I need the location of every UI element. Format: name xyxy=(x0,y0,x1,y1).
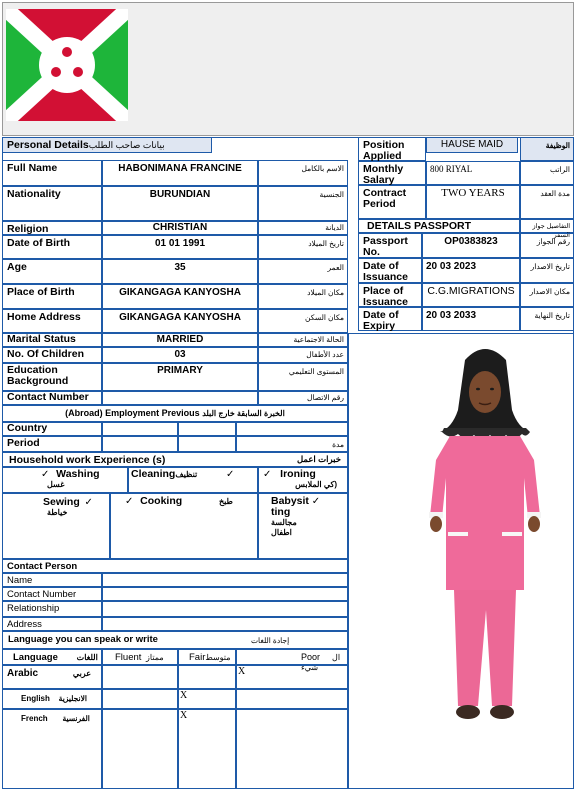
contact-number-label: Contact Number xyxy=(2,391,102,405)
contract-ar: مدة العقد xyxy=(520,185,574,219)
education-label: Education Background xyxy=(2,363,102,391)
contact-address-label: Address xyxy=(2,617,102,631)
salary-value: 800 RIYAL xyxy=(426,161,520,185)
cooking-cell: ✓ Cooking طبخ xyxy=(110,493,258,559)
home-address-value: GIKANGAGA KANYOSHA xyxy=(102,309,258,333)
home-address-ar: مكان السكن xyxy=(258,309,348,333)
passport-title: DETAILS PASSPORT xyxy=(358,219,520,233)
dob-ar: تاريخ الميلاد xyxy=(258,235,348,259)
contact-person-title: Contact Person xyxy=(2,559,348,573)
children-ar: عدد الأطفال xyxy=(258,347,348,363)
country-cell-3 xyxy=(236,422,348,436)
issue-date-ar: تاريخ الاصدار xyxy=(520,258,574,283)
age-ar: العمر xyxy=(258,259,348,284)
marital-status-value: MARRIED xyxy=(102,333,258,347)
age-value: 35 xyxy=(102,259,258,284)
contact-name-value xyxy=(102,573,348,587)
contact-phone-value xyxy=(102,587,348,601)
marital-status-ar: الحالة الاجتماعية xyxy=(258,333,348,347)
contact-relationship-value xyxy=(102,601,348,617)
children-label: No. Of Children xyxy=(2,347,102,363)
issue-place-label: Place of Issuance xyxy=(358,283,422,307)
period-ar: مدة xyxy=(236,436,348,452)
children-value: 03 xyxy=(102,347,258,363)
personal-details-title: Personal Detailsبيانات صاحب الطلب xyxy=(2,137,212,153)
period-label: Period xyxy=(2,436,102,452)
nationality-label: Nationality xyxy=(2,186,102,221)
passport-title-ar: التفاصيل جواز السفر xyxy=(520,219,574,233)
nationality-ar: الجنسية xyxy=(258,186,348,221)
country-cell-1 xyxy=(102,422,178,436)
passport-no-label: Passport No. xyxy=(358,233,422,258)
nationality-value: BURUNDIAN xyxy=(102,186,258,221)
country-cell-2 xyxy=(178,422,236,436)
full-name-label: Full Name xyxy=(2,160,102,186)
education-value: PRIMARY xyxy=(102,363,258,391)
contact-relationship-label: Relationship xyxy=(2,601,102,617)
cooking-check-icon: ✓ xyxy=(125,496,134,507)
period-cell-1 xyxy=(102,436,178,452)
expiry-date-label: Date of Expiry xyxy=(358,307,422,331)
religion-value: CHRISTIAN xyxy=(102,221,258,235)
lang-french-label: French الفرنسية xyxy=(2,709,102,789)
lang-arabic-fair xyxy=(178,665,236,689)
marital-status-label: Marital Status xyxy=(2,333,102,347)
issue-place-value: C.G.MIGRATIONS xyxy=(422,283,520,307)
salary-label: Monthly Salary xyxy=(358,161,426,185)
lang-arabic-fluent xyxy=(102,665,178,689)
lang-header-fluent: Fluent ممتاز xyxy=(102,649,178,665)
lang-english-label: English الانجليزية xyxy=(2,689,102,709)
position-ar: الوظيفة xyxy=(520,137,574,161)
dob-value: 01 01 1991 xyxy=(102,235,258,259)
full-name-ar: الاسم بالكامل xyxy=(258,160,348,186)
religion-label: Religion xyxy=(2,221,102,235)
lang-english-poor xyxy=(236,689,348,709)
salary-ar: الراتب xyxy=(520,161,574,185)
ironing-cell: ✓ Ironing كي الملابس) xyxy=(258,467,348,493)
washing-cell: ✓ Washing غسل xyxy=(2,467,128,493)
contact-address-value xyxy=(102,617,348,631)
lang-french-fluent xyxy=(102,709,178,789)
contract-value: TWO YEARS xyxy=(426,185,520,219)
age-label: Age xyxy=(2,259,102,284)
passport-no-value: OP0383823 xyxy=(422,233,520,258)
place-of-birth-value: GIKANGAGA KANYOSHA xyxy=(102,284,258,309)
position-value: HAUSE MAID xyxy=(426,137,518,153)
religion-ar: الديانة xyxy=(258,221,348,235)
language-title: Language you can speak or write إجادة اللغات xyxy=(2,631,348,649)
position-label: Position Applied xyxy=(358,137,426,161)
contact-number-ar: رقم الاتصال xyxy=(258,391,348,405)
place-of-birth-ar: مكان الميلاد xyxy=(258,284,348,309)
washing-check-icon: ✓ xyxy=(41,469,50,480)
lang-arabic-label: Arabic عربي xyxy=(2,665,102,689)
lang-french-fair: X xyxy=(178,709,236,789)
contact-phone-label: Contact Number xyxy=(2,587,102,601)
sewing-check-icon: ✓ xyxy=(84,497,93,508)
employment-title: (Abroad) Employment Previous الخبرة السابقة خارج البلد xyxy=(2,405,348,422)
babysitting-check-icon: ✓ xyxy=(311,496,321,507)
issue-place-ar: مكان الاصدار xyxy=(520,283,574,307)
issue-date-label: Date of Issuance xyxy=(358,258,422,283)
contact-name-label: Name xyxy=(2,573,102,587)
contact-number-value xyxy=(102,391,258,405)
babysitting-cell: Babysit ✓ ting مجالسة اطفال xyxy=(258,493,348,559)
place-of-birth-label: Place of Birth xyxy=(2,284,102,309)
lang-english-fluent xyxy=(102,689,178,709)
household-title: Household work Experience (s) خبرات اعمل xyxy=(2,452,348,467)
education-ar: المستوى التعليمي xyxy=(258,363,348,391)
sewing-cell: Sewing ✓ خياطة xyxy=(2,493,110,559)
cleaning-cell: Cleaningتنظيف ✓ xyxy=(128,467,258,493)
expiry-date-ar: تاريخ النهاية xyxy=(520,307,574,331)
lang-header-fair: Fairمتوسط xyxy=(178,649,236,665)
burundi-flag-icon xyxy=(6,9,128,121)
passport-no-ar: رقم الجواز xyxy=(520,233,574,258)
full-name-value: HABONIMANA FRANCINE xyxy=(102,160,258,186)
contract-label: Contract Period xyxy=(358,185,426,219)
lang-header-poor: Poor ال شيء xyxy=(236,649,348,665)
cleaning-check-icon: ✓ xyxy=(226,469,235,480)
ironing-check-icon: ✓ xyxy=(263,469,272,480)
dob-label: Date of Birth xyxy=(2,235,102,259)
period-cell-2 xyxy=(178,436,236,452)
country-label: Country xyxy=(2,422,102,436)
lang-arabic-poor: X xyxy=(236,665,348,689)
expiry-date-value: 20 03 2033 xyxy=(422,307,520,331)
lang-french-poor xyxy=(236,709,348,789)
issue-date-value: 20 03 2023 xyxy=(422,258,520,283)
lang-header-language: Language اللغات xyxy=(2,649,102,665)
home-address-label: Home Address xyxy=(2,309,102,333)
lang-english-fair: X xyxy=(178,689,236,709)
applicant-photo xyxy=(420,340,550,730)
